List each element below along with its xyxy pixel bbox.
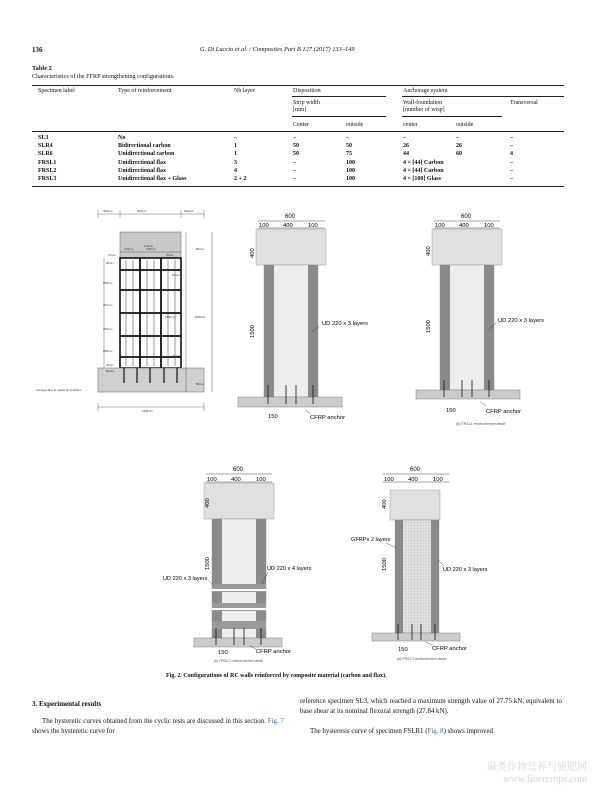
table-cell: – [293, 167, 296, 174]
c-anchor: CFRP anchor [486, 409, 522, 415]
d-anchor: CFRP anchor [256, 649, 292, 655]
c-bottom: 150 [446, 408, 456, 414]
dim-a-sp-1: 70mm [108, 253, 116, 257]
watermark-line-2: www.fibercrops.com [503, 774, 587, 785]
table-cell: – [510, 143, 513, 150]
b-dim-1: 100 [259, 223, 269, 229]
table-cell: 60 [456, 151, 462, 158]
table-cell: No [118, 135, 126, 141]
b-bottom: 150 [268, 414, 278, 420]
watermark-line-1: 麻类作物营养与施肥网 [487, 762, 587, 773]
table-cell: – [510, 159, 513, 166]
table-cell: 4 [510, 151, 513, 158]
table-cell: 4 [234, 167, 237, 174]
table-cell: 50 [346, 143, 352, 150]
dim-a-sp-4: 110mm [144, 244, 154, 248]
b-anchor: CFRP anchor [310, 415, 346, 421]
b-h2: 1500 [250, 325, 256, 338]
table-cell: – [510, 176, 513, 182]
table-cell: 1 [234, 143, 237, 150]
d-width: 600 [233, 467, 244, 473]
dim-a-r-1: 80mm [196, 247, 204, 251]
figure-d-frsl2 [163, 467, 312, 663]
th-transversal: Transversal [510, 100, 538, 106]
table-cell: 4 × [44] Carbon [403, 159, 444, 166]
c-dim-1: 100 [435, 223, 445, 229]
dim-a-sub: 50mm [106, 369, 114, 373]
dim-a-r2-2: 30mm [172, 354, 180, 358]
figure-caption: Fig. 2. Configurations of RC walls reinforced by composite material (carbon and flax). [166, 673, 387, 679]
table-cell: Unidirectional carbon [118, 151, 175, 158]
right-p2-post: ) shows improved [443, 728, 493, 735]
dim-a-l-3: 267mm [103, 303, 113, 307]
dim-a-r-3: 1500mm [165, 315, 176, 319]
table-cell: 2 + 2 [234, 176, 247, 182]
e-anchor: CFRP anchor [432, 646, 468, 652]
b-dim-3: 100 [308, 223, 318, 229]
section-title: 3. Experimental results [32, 700, 102, 708]
page-number: 136 [32, 46, 43, 54]
th-outside: outside [346, 122, 364, 128]
fig8-link[interactable]: Fig. 8 [427, 728, 444, 735]
dim-a-top-3: 300mm [184, 209, 194, 213]
c-label: UD 220 x 3 layers [498, 318, 545, 324]
d-dim-3: 100 [256, 477, 266, 483]
table-cell: 100 [346, 176, 355, 182]
th-strip-width: Strip width [293, 100, 320, 106]
table-caption: Characteristics of the FFRP strengthening configurations. [32, 73, 175, 80]
d-bottom: 150 [218, 650, 228, 656]
e-h1: 400 [382, 499, 388, 509]
dim-a-l-5: 250mm [103, 349, 113, 353]
th-center: Center [293, 122, 309, 128]
b-width: 600 [285, 214, 296, 220]
c-dim-2: 400 [459, 223, 469, 229]
dim-a-top-2: 600mm [137, 209, 147, 213]
e-dim-1: 100 [384, 477, 394, 483]
e-width: 600 [410, 467, 421, 473]
table-cell: – [293, 135, 296, 141]
dim-a-r-2: 1500mm [195, 315, 206, 319]
th-disposition: Disposition [293, 88, 321, 94]
table-cell: 4 × [100] Glass [403, 176, 441, 182]
table-cell: – [346, 135, 349, 141]
right-paragraph-2 [300, 727, 562, 737]
table-cell: SLR4 [38, 143, 53, 150]
dim-a-l-2: 250mm [103, 281, 113, 285]
right-p2-pre: The hysteresis curve of specimen FSLR1 ( [310, 728, 428, 735]
c-dim-3: 100 [484, 223, 494, 229]
dim-a-sp-5: 125mm [146, 247, 156, 251]
table-cell: – [510, 135, 513, 141]
e-dim-2: 400 [408, 477, 418, 483]
d-dim-2: 400 [231, 477, 241, 483]
e-sub: (d) FRSL3 reinforcement detail [397, 657, 447, 661]
left-p1-post: shows the hysteretic curve for [32, 727, 115, 735]
table-cell: – [456, 135, 459, 141]
table-label: Table 2 [32, 65, 52, 72]
th-strip-unit: [mm] [293, 107, 307, 113]
table-cell: 75 [346, 151, 352, 158]
fig7-link[interactable]: Fig. 7 [267, 718, 284, 725]
table-cell: 1 [234, 151, 237, 158]
dim-a-l-6: 30mm [106, 363, 114, 367]
table-cell: FRSL3 [38, 176, 57, 182]
e-dim-3: 100 [433, 477, 443, 483]
c-h2: 1500 [426, 320, 432, 333]
e-label-left: GFRPx 2 layers [351, 537, 391, 543]
th-anchorage: Anchorage system [403, 88, 448, 94]
table-cell: 44 [403, 151, 409, 158]
th-nb: Nb layer [234, 88, 255, 94]
table-cell: FRSL1 [38, 159, 57, 166]
d-label-right: UD 220 x 4 layers [267, 566, 312, 572]
table-cell: 50 [293, 151, 299, 158]
table-cell: Unidirectional flax [118, 159, 167, 166]
dim-a-top-1: 300mm [103, 209, 113, 213]
table-cell: 26 [403, 143, 409, 150]
b-h1: 400 [250, 248, 256, 258]
table-cell: – [293, 159, 296, 166]
table-cell: 3 [234, 159, 237, 166]
c-h1: 400 [426, 246, 432, 256]
b-dim-2: 400 [283, 223, 293, 229]
c-sub: (b) FRSL1 reinforcement detail [456, 422, 506, 426]
th-center2: center [403, 122, 418, 128]
dim-a-bottom: 1200mm [142, 409, 153, 413]
figure-e-frsl3 [351, 467, 488, 661]
table-cell: – [510, 167, 513, 174]
table-cell: 4 × [44] Carbon [403, 167, 444, 174]
dim-a-l-1: 20mm [106, 261, 114, 265]
figure-c-frsl1 [416, 214, 544, 426]
d-sub: (c) FRSL2 reinforcement detail [214, 659, 263, 663]
e-label-right: UD 220 x 3 layers [443, 567, 488, 573]
e-bottom: 150 [398, 647, 408, 653]
table-cell: SLR6 [38, 151, 53, 158]
d-h1: 400 [205, 498, 211, 508]
table-cell: 50 [293, 143, 299, 150]
th-wall-foundation: Wall-foundation [403, 100, 443, 106]
dim-a-r-4: 80mm [196, 382, 204, 386]
watermark [487, 762, 587, 786]
d-dim-1: 100 [207, 477, 217, 483]
e-h2: 1500 [382, 558, 388, 571]
c-width: 600 [461, 214, 472, 220]
th-outside2: outside [456, 122, 474, 128]
table-cell: Unidirectional flax + Glass [118, 176, 187, 182]
table-cell: Bidirectional carbon [118, 143, 171, 150]
left-p1-pre: The hysteretic curves obtained from the cyclic tests are discussed in this section. [42, 718, 268, 725]
dim-a-sp-2: 70mm [166, 253, 174, 257]
table-cell: 26 [456, 143, 462, 150]
table-cell: FRSL2 [38, 167, 57, 174]
th-specimen: Specimen label [38, 88, 75, 94]
table-cell: 100 [346, 159, 355, 166]
table-cell: – [403, 135, 406, 141]
dim-a-sp-3: 125mm [124, 247, 134, 251]
th-wisp: [number of wisp] [403, 107, 445, 113]
right-paragraph-1: reference specimen SL3, which reached a maximum strength value of 27.75 kN, equivalent to base shear at its nominal flexural strength (27.84 kN). [300, 698, 562, 715]
figure-b-wall [238, 214, 368, 421]
dim-a-anchor-label: Ancrage dans le massif de fondation [36, 388, 82, 392]
figure-a-rebar-detail [36, 209, 212, 413]
b-label: UD 220 x 3 layers [322, 321, 369, 327]
table-cell: Unidirectional flax [118, 167, 167, 174]
dim-a-l-4: 250mm [103, 327, 113, 331]
d-label-left: UD 220 x 3 layers [163, 576, 208, 582]
running-header: G. Di Luccio et al. / Composites Part B 127 (2017) 133–149 [200, 46, 355, 53]
th-type: Type of reinforcement [118, 88, 172, 94]
left-paragraph [32, 717, 284, 736]
table-cell: SL3 [38, 135, 49, 141]
table-cell: – [234, 135, 237, 141]
dim-a-r2-1: 30mm [172, 273, 180, 277]
d-h2: 1500 [205, 557, 211, 570]
table-cell: 100 [346, 167, 355, 174]
table-cell: – [293, 176, 296, 182]
